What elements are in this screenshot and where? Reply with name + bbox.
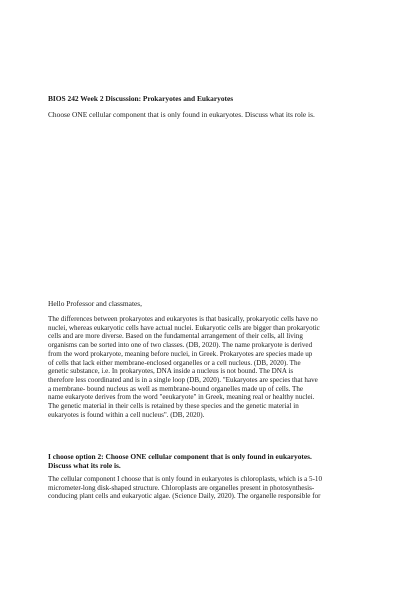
paragraph-line: a membrane- bound nucleus as well as membrane-bound organelles made up of cells. The <box>48 384 304 393</box>
paragraph-line: The differences between prokaryotes and eukaryotes is that basically, prokaryotic cells have no <box>48 315 318 323</box>
paragraph-line: cells and are more diverse. Based on the fundamental arrangement of their cells, all living <box>48 332 303 341</box>
paragraph-line: nuclei, whereas eukaryotic cells have actual nuclei. Eukaryotic cells are bigger than prokaryotic <box>48 323 320 332</box>
paragraph-line: conducing plant cells and eukaryotic algae. (Science Daily, 2020). The organelle responsible for <box>48 492 321 501</box>
paragraph-line: eukaryotes is found within a cell nucleus". (DB, 2020). <box>48 410 205 419</box>
paragraph-line: organisms can be sorted into one of two classes. (DB, 2020). The name prokaryote is derived <box>48 341 313 350</box>
heading-line: I choose option 2: Choose ONE cellular component that is only found in eukaryotes. <box>48 452 312 461</box>
paragraph-line: name eukaryote derives from the word "eeukaryote" in Greek, meaning real or healthy nuclei. <box>48 393 315 402</box>
paragraph-line: micrometer-long disk-shaped structure. Chloroplasts are organelles present in photosynthesis- <box>48 483 315 492</box>
document-title: BIOS 242 Week 2 Discussion: Prokaryotes and Eukaryotes <box>48 94 234 103</box>
paragraph-line: therefore less coordinated and is in a single loop (DB, 2020). "Eukaryotes are species that have <box>48 375 318 384</box>
discussion-prompt: Choose ONE cellular component that is only found in eukaryotes. Discuss what its role is. <box>48 110 315 119</box>
paragraph-chloroplasts <box>48 475 358 501</box>
paragraph-line: The cellular component I choose that is only found in eukaryotes is chloroplasts, which is a 5-10 <box>48 475 323 483</box>
paragraph-line: The genetic material in their cells is retained by these species and the genetic material in <box>48 402 299 411</box>
option-heading <box>48 452 358 470</box>
greeting: Hello Professor and classmates, <box>48 299 143 308</box>
paragraph-line: of cells that lack either membrane-enclosed organelles or a cell nucleus. (DB, 2020). The <box>48 358 301 367</box>
paragraph-line: genetic substance, i.e. In prokaryotes, DNA inside a nucleus is not bound. The DNA is <box>48 367 294 376</box>
paragraph-differences <box>48 315 354 419</box>
heading-line: Discuss what its role is. <box>48 461 121 470</box>
paragraph-line: from the word prokaryote, meaning before nuclei, in Greek. Prokaryotes are species made up <box>48 349 313 358</box>
